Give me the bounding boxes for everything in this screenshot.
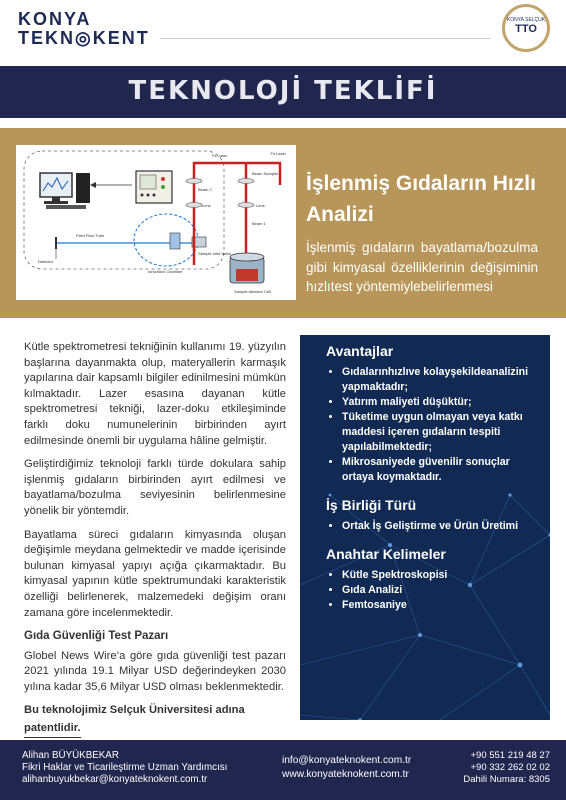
market-heading: Gıda Güvenliği Test Pazarı: [24, 630, 169, 643]
cooperation-list: [326, 519, 541, 534]
footer: [0, 740, 566, 800]
product-title: İşlenmiş Gıdaların Hızlı Analizi: [306, 172, 536, 226]
oscilloscope-icon: [136, 171, 172, 203]
list-item: • Tüketime uygun olmayan veya katkı maddesi içeren gıdaların tespiti yapılabilmektedir;: [342, 410, 541, 455]
list-item: • Gıda Analizi: [342, 583, 541, 598]
logo-line1: KONYA: [18, 9, 92, 29]
label-detector: Detector: [38, 259, 54, 264]
page-title: TEKNOLOJİ TEKLİFİ: [128, 76, 438, 106]
website-link[interactable]: www.konyateknokent.com.tr: [282, 768, 409, 780]
label-lens1: Lens: [202, 203, 211, 208]
keywords-list: [326, 568, 541, 613]
list-item: • Ortak İş Geliştirme ve Ürün Üretimi: [342, 519, 541, 534]
list-item: • Kütle Spektroskopisi: [342, 568, 541, 583]
paragraph-3: Bayatlama süreci gıdaların kimyasında oluşan değişimle meydana gelmektedir ve madde içerisinde bulunan kimyasal yapıyı açığa çıkarmaktadır. Bu kimyasal yapının kütle spektrumundaki karakteristik özelliği belirlenerek, malzemedeki değişim oranı zamana göre incelenmektedir.: [24, 528, 286, 619]
logo-line2: TEKN◎KENT: [18, 28, 150, 48]
advantages-heading: Avantajlar: [326, 343, 394, 359]
label-field-flow: Field Flow Tube: [76, 233, 105, 238]
list-item: • Mikrosaniyede güvenilir sonuçlar ortaya koymaktadır.: [342, 455, 541, 485]
label-lens2: Lens: [256, 203, 265, 208]
computer-icon: [40, 173, 90, 209]
label-beam-sampler: Beam Sampler: [252, 171, 279, 176]
title-band: [0, 66, 566, 118]
label-sample-valve: Sample Inlet Valve: [198, 251, 232, 256]
label-beam2: Beam 2: [198, 187, 212, 192]
paragraph-1: Kütle spektrometresi tekniğinin kullanımı 19. yüzyılın başlarına dayanmakta olup, materyallerin karmaşık yapılarına dair kapsamlı bilgiler edinilmesini mümkün kılmaktadır. Lazer esasına dayanan kütle spektrometresi tekniği, lazer-doku etkileşiminde farklı doku numunelerinin birbirinden ayırt edilmesinde önemli bir uygulama hâline gelmiştir.: [24, 341, 286, 447]
contact-role: Fikri Haklar ve Ticarileştirme Uzman Yardımcısı: [22, 762, 228, 773]
phone-2: +90 332 262 02 02: [470, 762, 550, 773]
product-subtitle: İşlenmiş gıdaların bayatlama/bozulma gibi kimyasal özelliklerinin değişiminin hızlıtest yöntemiylebelirlenmesi: [306, 240, 538, 294]
ablation-cell-icon: [230, 253, 264, 283]
label-fs-laser-top: Fs Laser: [270, 151, 286, 156]
paragraph-4: Globel News Wire’a göre gıda güvenliği test pazarı 2021 yılında 19.1 Milyar USD değerindeyken 2030 yılına kadar 35,6 Milyar USD olması beklenmektedir.: [24, 649, 286, 693]
patent-line2: patentlidir.: [24, 721, 81, 738]
advantages-list: [326, 365, 541, 485]
label-ablation: Sample Ablation Cell: [234, 289, 271, 294]
setup-diagram: [16, 145, 296, 300]
cooperation-heading: İş Birliği Türü: [326, 497, 417, 513]
extension-number: Dahili Numara: 8305: [463, 774, 550, 785]
header-divider: [160, 38, 490, 39]
laser-ms-diagram-svg: [16, 145, 296, 300]
info-panel: [300, 335, 550, 720]
phone-1: +90 551 219 48 27: [470, 750, 550, 761]
list-item: • Gıdalarınhızlıve kolayşekildeanalizini yapmaktadır;: [342, 365, 541, 395]
contact-name: Alihan BÜYÜKBEKAR: [22, 750, 119, 761]
label-fs-laser: Fs Laser: [212, 153, 228, 158]
badge-line1: KONYA SELÇUK: [506, 17, 546, 23]
description-column: [24, 340, 286, 738]
konya-teknokent-logo: [18, 10, 158, 50]
keywords-heading: Anahtar Kelimeler: [326, 546, 446, 562]
paragraph-2: Geliştirdiğimiz teknoloji farklı türde dokulara sahip işlenmiş gıdaların birbirinden ayırt edilmesi ve bayatlama/bozulma seviyesinin belirlenmesine yönelik bir yöntemdir.: [24, 458, 286, 517]
contact-email[interactable]: alihanbuyukbekar@konyateknokent.com.tr: [22, 774, 208, 785]
info-email-link[interactable]: info@konyateknokent.com.tr: [282, 755, 412, 766]
patent-line1: Bu teknolojimiz Selçuk Üniversitesi adına: [24, 704, 245, 717]
label-ionization: Ionization Chamber: [148, 269, 183, 274]
selcuk-tto-logo: [502, 4, 550, 52]
list-item: • Femtosaniye: [342, 598, 541, 613]
label-beam1: Beam 1: [252, 221, 266, 226]
list-item: • Yatırım maliyeti düşüktür;: [342, 395, 541, 410]
badge-line2: TTO: [515, 23, 537, 35]
